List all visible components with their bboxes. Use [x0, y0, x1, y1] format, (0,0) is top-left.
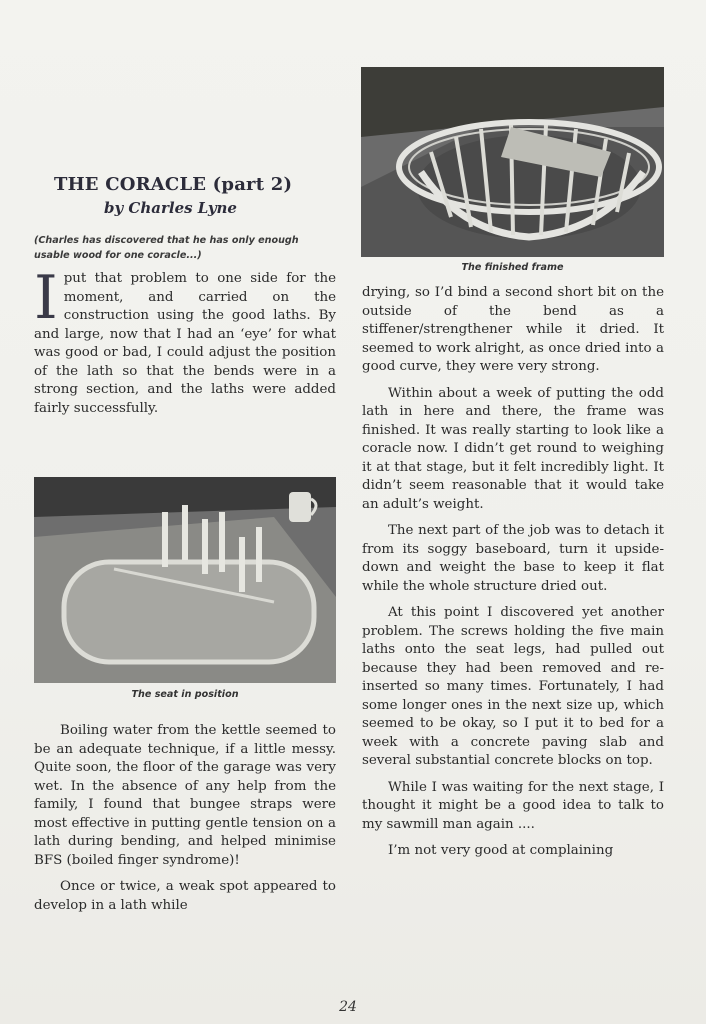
paragraph: At this point I discovered yet another problem. The screws holding the five main laths onto the seat legs, had pulled out because they had been removed and re-inserted so many times. Fortunately, I had some longer ones in the next size up, which seemed to be okay, so I put it to bed for a week with a concrete paving slab and several substantial concrete blocks on top. — [362, 605, 664, 768]
paragraph: While I was waiting for the next stage, I thought it might be a good idea to talk to my sawmill man again .... — [362, 779, 664, 832]
paragraph-text: put that problem to one side for the moment, and carried on the construction using the good laths. By and large, now that I had an ‘eye’ for what was good or bad, I could adjust the position of the lath so that the bends were in a strong section, and the laths were added fairly successfully. — [34, 271, 336, 416]
paragraph: I’m not very good at complaining — [388, 843, 614, 858]
paragraph: Boiling water from the kettle seemed to be an adequate technique, if a little messy. Quite soon, the floor of the garage was very wet. In the absence of any help from the family, I found that bungee straps were most effective in putting gentle tension on a lath during bending, and helped minimise BFS (boiled finger syndrome)! — [34, 723, 336, 868]
finished-frame-photo — [361, 67, 664, 257]
finished-frame-image — [361, 67, 664, 257]
column-2 — [362, 284, 664, 869]
finished-frame-caption: The finished frame — [461, 262, 564, 273]
seat-caption: The seat in position — [131, 689, 239, 700]
paragraph: drying, so I’d bind a second short bit on the outside of the bend as a stiffener/strengthener while it dried. It seemed to work alright, as once dried into a good curve, they were very strong. — [362, 285, 664, 374]
seat-image — [34, 477, 336, 683]
paragraph — [34, 263, 336, 418]
paragraph: The next part of the job was to detach it from its soggy baseboard, turn it upside-down and weight the base to keep it flat while the whole structure dried out. — [362, 523, 664, 594]
column-1-bottom — [34, 722, 336, 923]
article-intro: (Charles has discovered that he has only enough usable wood for one coracle...) — [34, 235, 299, 261]
page-number: 24 — [339, 999, 357, 1015]
article-byline: by Charles Lyne — [104, 199, 237, 217]
paragraph: Once or twice, a weak spot appeared to develop in a lath while — [34, 879, 336, 913]
paragraph: Within about a week of putting the odd lath in here and there, the frame was finished. It was really starting to look like a coracle now. I didn’t get round to weighing it at that stage, but it felt incredibly light. It didn’t seem reasonable that it would take an adult’s weight. — [362, 385, 664, 512]
column-1-top — [34, 263, 336, 426]
seat-photo — [34, 477, 336, 683]
drop-cap: I — [34, 263, 58, 333]
article-title: THE CORACLE (part 2) — [54, 174, 293, 195]
